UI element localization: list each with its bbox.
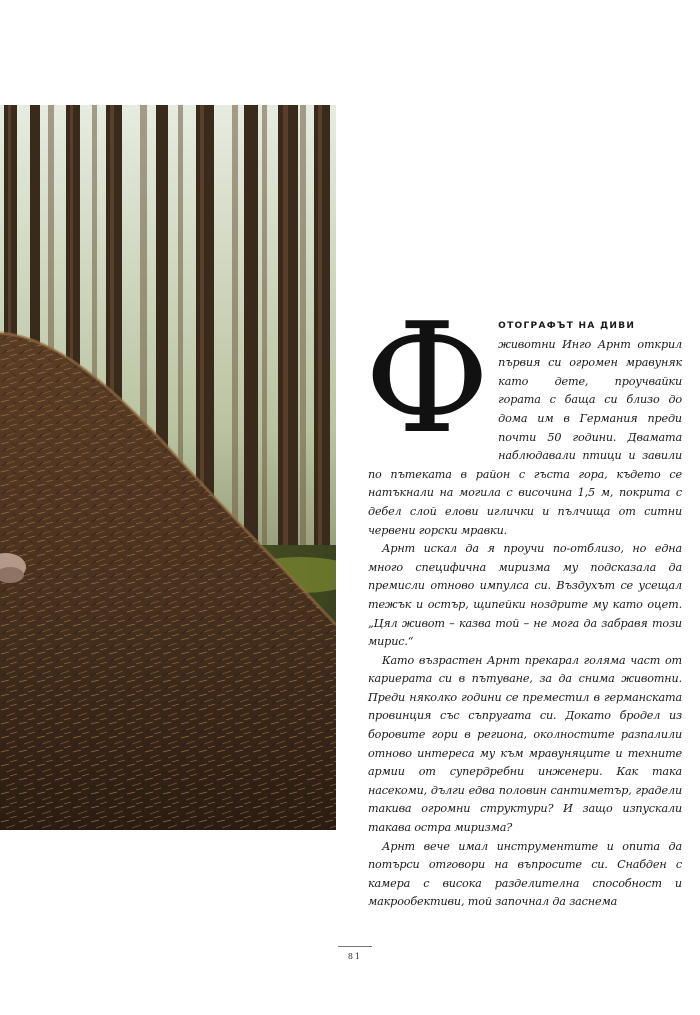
paragraph-2: Арнт искал да я проучи по-отблизо, но една много специфична миризма му подсказала да премисли отново импулса си. Въздухът се усещал тежък и остър, щипейки ноздрите му като оцет. „Цял живот – казва той – не мога да забравя този мирис.“	[368, 542, 682, 649]
photo-illustration	[0, 105, 336, 830]
forest-anthill-photo	[0, 105, 336, 830]
folio-rule	[338, 946, 372, 947]
paragraph-3: Като възрастен Арнт прекарал голяма част от кариерата си в пътуване, за да снима животни. Преди няколко години се преместил в германската провинция със съпругата си. Докато бродел из боровите гори в региона, околностите разпалили отново интереса му към мравуняците и техните армии от супердребни инженери. Как така насекоми, дълги едва половин сантиметър, градели такива огромни структури? И защо изпускали такава остра миризма?	[368, 653, 682, 835]
paragraph-4: Арнт вече имал инструментите и опита да потърси отговори на въпросите си. Снабден с камера с висока разделителна способност и макрообективи, той започнал да заснема	[368, 839, 682, 909]
paragraph-1-text: животни Инго Арнт открил първия си огромен мравуняк като дете, проучвайки гората с баща си близо до дома им в Германия преди почти 50 години. Двамата наблюдавали птици и завили по пътеката в район с гъста гора, където се натъкнали на могила с височина 1,5 м, покрита с дебел слой елови иглички и пълчища от ситни червени горски мравки.	[368, 337, 682, 537]
drop-cap: Ф	[364, 290, 491, 467]
page-number: 81	[347, 952, 363, 961]
lead-caps: ОТОГРАФЪТ НА ДИВИ	[498, 321, 636, 331]
article-body	[364, 290, 682, 912]
